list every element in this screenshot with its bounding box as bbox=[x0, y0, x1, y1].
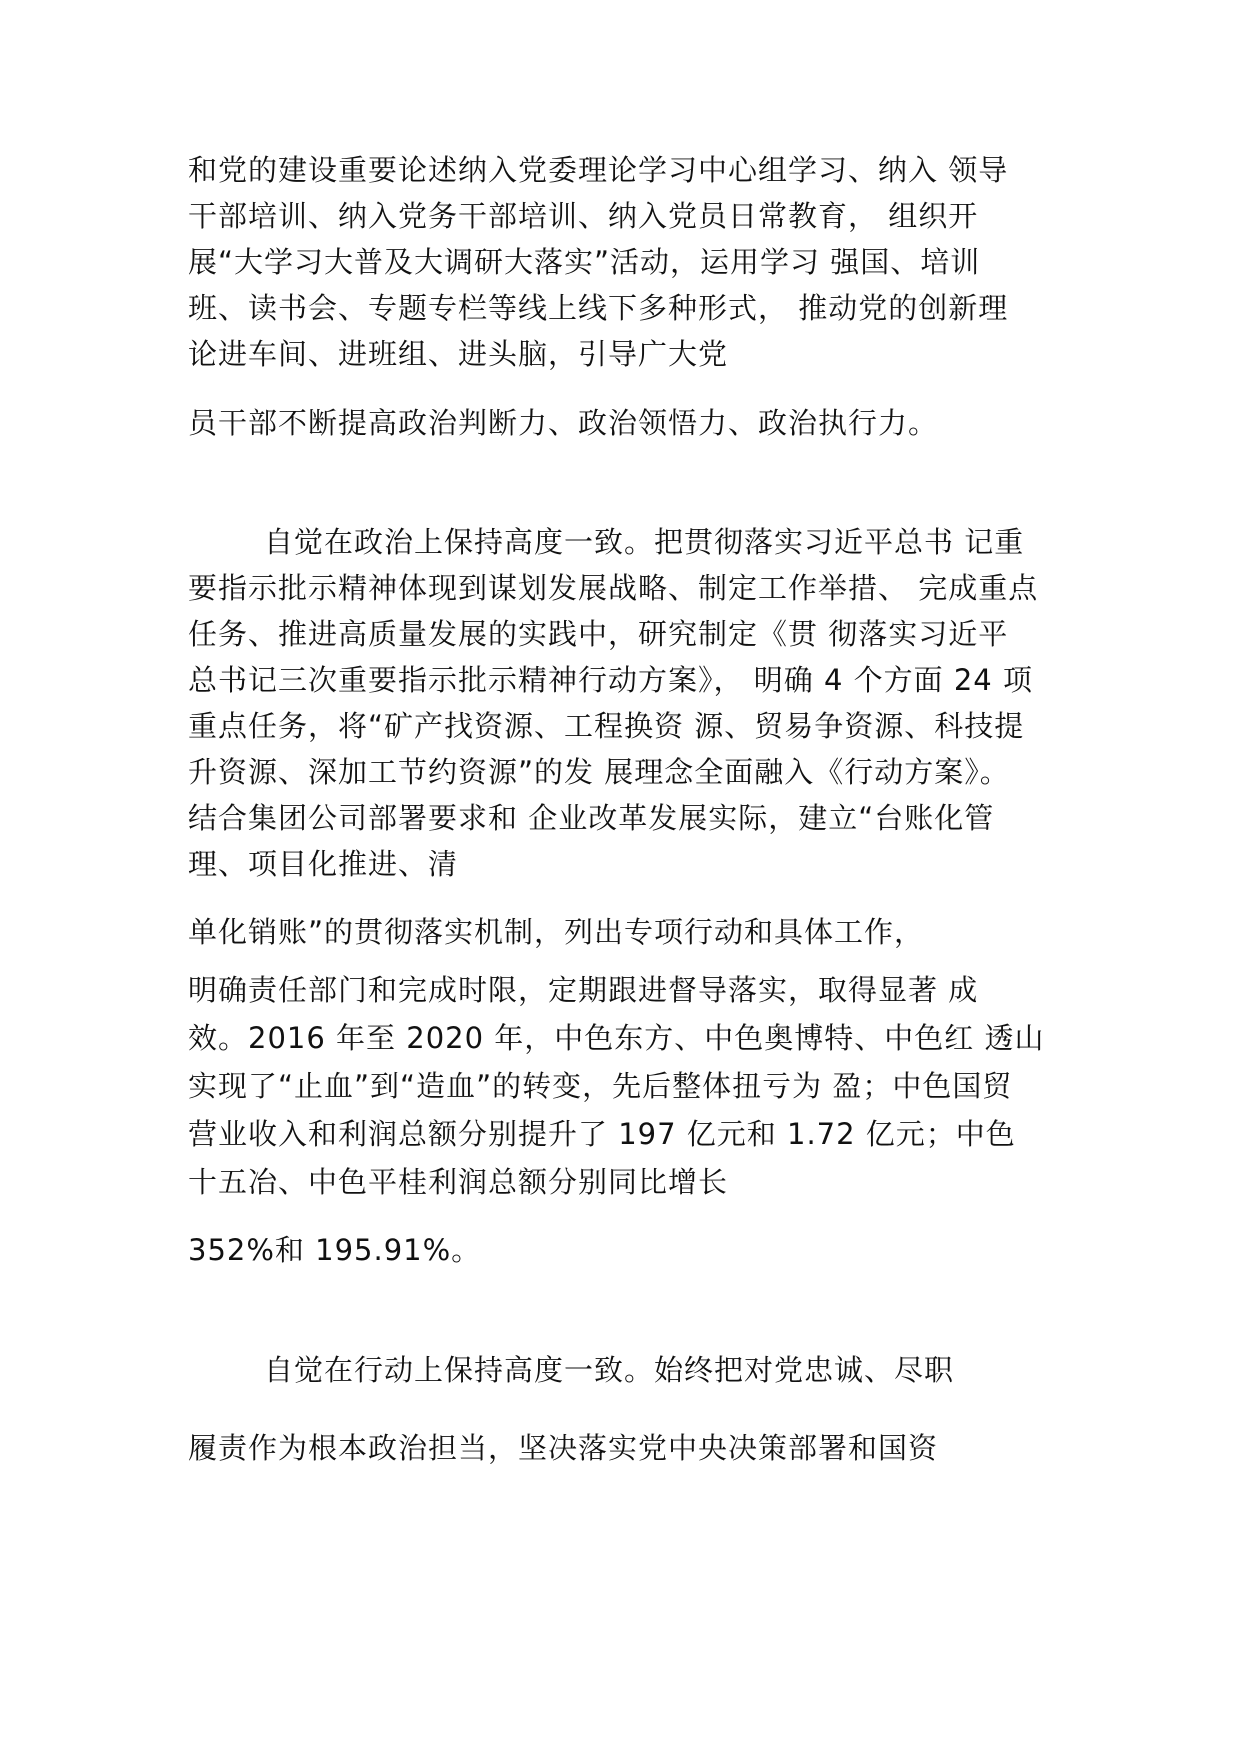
text-line: 和党的建设重要论述纳入党委理论学习中心组学习、纳入 领导 bbox=[188, 153, 1009, 187]
text-line: 重点任务，将“矿产找资源、工程换资 源、贸易争资源、科技提 bbox=[188, 709, 1025, 743]
paragraph-heading-line: 自觉在行动上保持高度一致。始终把对党忠诚、尽职 bbox=[264, 1353, 955, 1387]
paragraph-heading-line: 自觉在政治上保持高度一致。把贯彻落实习近平总书 记重 bbox=[264, 525, 1025, 559]
text-line: 结合集团公司部署要求和 企业改革发展实际，建立“台账化管 bbox=[188, 801, 995, 835]
text-line: 明确责任部门和完成时限，定期跟进督导落实，取得显著 成 bbox=[188, 973, 979, 1007]
text-line: 升资源、深加工节约资源”的发 展理念全面融入《行动方案》。 bbox=[188, 755, 1010, 789]
text-line: 要指示批示精神体现到谋划发展战略、制定工作举措、 完成重点 bbox=[188, 571, 1039, 605]
text-line: 干部培训、纳入党务干部培训、纳入党员日常教育， 组织开 bbox=[188, 199, 979, 233]
text-line: 实现了“止血”到“造血”的转变，先后整体扭亏为 盈；中色国贸 bbox=[188, 1069, 1013, 1103]
text-line: 营业收入和利润总额分别提升了 197 亿元和 1.72 亿元；中色 bbox=[188, 1117, 1016, 1151]
text-line: 理、项目化推进、清 bbox=[188, 847, 459, 881]
text-line: 展“大学习大普及大调研大落实”活动，运用学习 强国、培训 bbox=[188, 245, 981, 279]
text-line: 履责作为根本政治担当，坚决落实党中央决策部署和国资 bbox=[188, 1431, 939, 1465]
text-line: 单化销账”的贯彻落实机制，列出专项行动和具体工作， bbox=[188, 915, 925, 949]
text-line: 效。2016 年至 2020 年，中色东方、中色奥博特、中色红 透山 bbox=[188, 1021, 1045, 1055]
text-line: 员干部不断提高政治判断力、政治领悟力、政治执行力。 bbox=[188, 406, 939, 440]
text-line: 十五冶、中色平桂利润总额分别同比增长 bbox=[188, 1165, 729, 1199]
text-line: 班、读书会、专题专栏等线上线下多种形式， 推动党的创新理 bbox=[188, 291, 1009, 325]
text-line: 总书记三次重要指示批示精神行动方案》， 明确 4 个方面 24 项 bbox=[188, 663, 1033, 697]
text-line: 352%和 195.91%。 bbox=[188, 1233, 482, 1267]
text-line: 论进车间、进班组、进头脑，引导广大党 bbox=[188, 337, 729, 371]
text-line: 任务、推进高质量发展的实践中，研究制定《贯 彻落实习近平 bbox=[188, 617, 1009, 651]
